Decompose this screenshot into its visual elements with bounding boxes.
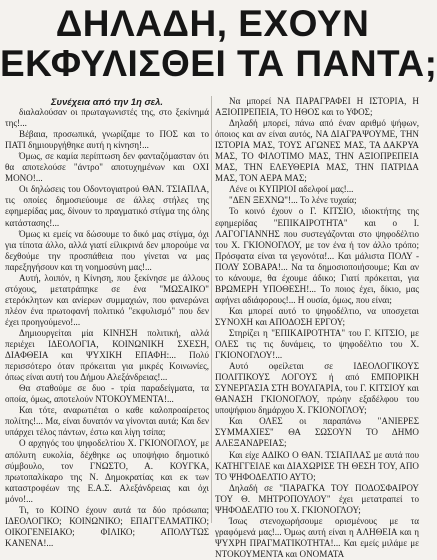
continuation-note: Συνέχεια από την 1η σελ. [51, 96, 163, 107]
paragraph: Να μπορεί ΝΑ ΠΑΡΑΓΡΑΦΕΙ Η ΙΣΤΟΡΙΑ, Η ΑΞΙΟΠΡΕΠΕΙΑ, ΤΟ ΗΘΟΣ και το ΥΦΟΣ; [215, 96, 419, 118]
paragraph: Το κοινό έχουν ο Γ. ΚΙΤΣΙΟ, ιδιοκτήτης της εφημερίδας "ΕΠΙΚΑΙΡΟΤΗΤΑ" και ο Ι. ΛΑΓΟΓΙΑΝΝΗΣ που συστεγάζονται στο ψηφοδέλτιο του Χ. ΓΚΙΟΝΟΓΛΟΥ, με τον ένα ή τον άλλο τρόπο; Πρόσφατα είναι τα γεγονότα!... Και μάλιστα ΠΟΛΥ - ΠΟΛΥ ΣΟΒΑΡΑ!... Να τα δημοσιοποιήσουμε; Και αν το κάνουμε, θα έχουμε άδικο; Γιατί πρόκειται, για ΒΡΩΜΕΡΗ ΥΠΟΘΕΣΗ!... Το ποιος έχει, δίκιο, μας αφήνει αδιάφορους!... Η ουσία, όμως, που είναι; [215, 206, 419, 305]
paragraph: Στηρίζει η "ΕΠΙΚΑΙΡΟΤΗΤΑ" του Γ. ΚΙΤΣΙΟ, με ΟΛΕΣ τις τις δυνάμεις, το ψηφοδέλτιο του Χ. ΓΚΙΟΝΟΓΛΟΥ!... [215, 327, 419, 361]
article-column-left [5, 96, 209, 548]
paragraph: Και ΟΛΕΣ οι παραπάνω "ΑΝΙΕΡΕΣ ΣΥΜΜΑΧΙΕΣ" ΘΑ ΣΩΣΟΥΝ ΤΟ ΔΗΜΟ ΑΛΕΞΑΝΔΡΕΙΑΣ; [215, 416, 419, 449]
paragraph: Ο αρχηγός του ψηφοδελτίου Χ. ΓΚΙΟΝΟΓΛΟΥ, με απόλυτη ευκολία, δέχθηκε ως υποψήφιο δημοτικό σύμβουλο, τον ΓΝΩΣΤΟ, Α. ΚΟΥΓΚΑ, πρωτοπαλίκαρο της Ν. Δημοκρατίας και εκ των καταστροφέων της Ε.Α.Σ. Αλεξάνδρειας και όχι μόνο!... [5, 438, 209, 504]
column-divider [211, 96, 212, 523]
headline-line-2: ΕΚΦΥΛΙΣΘΕΙ ΤΑ ΠΑΝΤΑ; [0, 43, 437, 84]
paragraph: Λένε οι ΚΥΠΡΙΟΙ αδελφοί μας!... [229, 184, 354, 195]
paragraph: Βέβαια, προσωπικά, γνωρίζαμε το ΠΟΣ και το ΠΑΤΙ δημιουργήθηκε αυτή η κίνηση!... [5, 129, 209, 151]
paragraph: Δηλαδή μπορεί, πάνω από έναν αριθμό ψήφων, όποιος και αν είναι αυτός, ΝΑ ΔΙΑΓΡΑΨΟΥΜΕ, ΤΗΝ ΙΣΤΟΡΙΑ ΜΑΣ, ΤΟΥΣ ΑΓΩΝΕΣ ΜΑΣ, ΤΑ ΔΑΚΡΥΑ ΜΑΣ, ΤΟ ΦΙΛΟΤΙΜΟ ΜΑΣ, ΤΗΝ ΑΞΙΟΠΡΕΠΕΙΑ ΜΑΣ, ΤΗΝ ΕΛΕΥΘΕΡΙΑ ΜΑΣ, ΤΗΝ ΠΑΤΡΙΔΑ ΜΑΣ, ΤΟΝ ΑΕΡΑ ΜΑΣ; [215, 118, 419, 184]
article-column-right [215, 96, 419, 559]
paragraph: Τι, το ΚΟΙΝΟ έχουν αυτά τα δύο πρόσωπα; ΙΔΕΟΛΟΓΙΚΟ; ΚΟΙΝΩΝΙΚΟ; ΕΠΑΓΓΕΛΜΑΤΙΚΟ; ΟΙΚΟΓΕΝΕΙΑΚΟ; ΦΙΛΙΚΟ; ΑΠΟΛΥΤΩΣ ΚΑΝΕΝΑ!... [5, 504, 209, 548]
paragraph: Θα σταθούμε σε δυο - τρία παραδείγματα, τα οποία, όμως, αποτελούν ΝΤΟΚΟΥΜΕΝΤΑ!... [5, 383, 209, 405]
paragraph: Οι δηλώσεις του Οδοντογιατρού ΘΑΝ. ΤΣΙΑΠΛΑ, τις οποίες δημοσιεύουμε σε άλλες στήλες της εφημερίδας μας, δίνουν το πραγματικό στίγμα της όλης κατάστασης!... [5, 184, 209, 228]
paragraph: "ΔΕΝ ΞΕΧΝΩ"!... Το λένε τυχαία; [229, 195, 357, 206]
paragraph: Αυτή, λοιπόν, η Κίνηση, που ξεκίνησε με άλλους στόχους, μετατράπηκε σε ένα "ΜΩΣΑΙΚΟ" ετερόκλητων και ανίερων συμμαχιών, που φανερώνει πλέον ένα πρωτοφανή πολιτικό "εκφυλισμό" που δεν έχει προηγούμενο!... [5, 272, 209, 327]
headline-line-1: ΔΗΛΑΔΗ, ΕΧΟΥΝ [55, 3, 370, 44]
paragraph: Και μπορεί αυτό το ψηφοδέλτιο, να υποσχεται ΣΥΝΟΧΗ και ΑΠΟΔΟΣΗ ΕΡΓΟΥ; [215, 305, 419, 327]
paragraph: Και είχε ΑΔΙΚΟ Ο ΘΑΝ. ΤΣΙΑΠΛΑΣ με αυτά που ΚΑΤΗΓΓΕΙΛΕ και ΔΙΑΧΩΡΙΣΕ ΤΗ ΘΕΣΗ ΤΟΥ, ΑΠΟ ΤΟ ΨΗΦΟΔΕΛΤΙΟ ΑΥΤΟ; [215, 449, 419, 482]
headline [0, 3, 437, 84]
paragraph: Ίσως στενοχωρήσουμε ορισμένους με τα γραφόμενά μας!... Όμως αυτή είναι η ΑΛΗΘΕΙΑ και η ΨΥΧΡΗ ΠΡΑΓΜΑΤΙΚΟΤΗΤΑ!... Και εμείς μιλάμε με ΝΤΟΚΟΥΜΕΝΤΑ και ΟΝΟΜΑΤΑ [215, 515, 419, 559]
paragraph: Δηλαδή σε "ΠΑΡΑΓΚΑ ΤΟΥ ΠΟΔΟΣΦΑΙΡΟΥ ΤΟΥ Θ. ΜΗΤΡΟΠΟΥΛΟΥ" έχει μετατραπεί το ΨΗΦΟΔΕΛΤΙΟ του Χ. ΓΚΙΟΝΟΓΛΟΥ; [215, 482, 419, 515]
paragraph: Αυτό οφείλεται σε ΙΔΕΟΛΟΓΙΚΟΥΣ ΠΟΛΙΤΙΚΟΥΣ ΛΟΓΟΥΣ ή από ΕΜΠΟΡΙΚΗ ΣΥΝΕΡΓΑΣΙΑ ΣΤΗ ΒΟΥΛΓΑΡΙΑ, του Γ. ΚΙΤΣΙΟΥ και ΘΑΝΑΣΗ ΓΚΙΟΝΟΓΛΟΥ, πρώην εξαδέλφου του υποψήφιου δημάρχου Χ. ΓΚΙΟΝΟΓΛΟΥ; [215, 361, 419, 416]
paragraph: Και τότε, αναρωτιέται ο καθε καλοπροαίρετος πολίτης!... Μα, είναι δυνατόν να γίνονται αυτά; Και δεν υπάρχει τέλος πάντων, έστω και λίγη τσίπα; [5, 405, 209, 438]
paragraph: Δημιουργείται μία ΚΙΝΗΣΗ πολιτική, αλλά περιέχει ΙΔΕΟΛΟΓΙΑ, ΚΟΙΝΩΝΙΚΗ ΣΧΕΣΗ, ΔΙΑΦΘΕΙΑ και ΨΥΧΙΚΗ ΕΠΑΦΗ:... Πολύ περισσότερο όταν πρόκειται για μικρές Κοινωνίες, όπως είναι αυτή του Δήμου Αλεξάνδρειας!... [5, 327, 209, 383]
paragraph: Όμως, σε καμία περίπτωση δεν φανταζόμασταν ότι θα αποτελούσε "άντρο" αποτυχημένων και ΟΧΙ ΜΟΝΟ!... [5, 151, 209, 184]
paragraph: Όμως κι εμείς να δώσουμε το δικό μας στίγμα, όχι για τίποτα άλλο, αλλά γιατί είλικρινά δεν μπορούμε να δεχθούμε την προσπάθεια που γίνεται να μας παρεξηγήσουν και τη νοημοσύνη μας!... [5, 228, 209, 272]
paragraph: διαλαλούσαν οι πρωταγωνιστές της, στο ξεκίνημά της!... [5, 107, 209, 129]
